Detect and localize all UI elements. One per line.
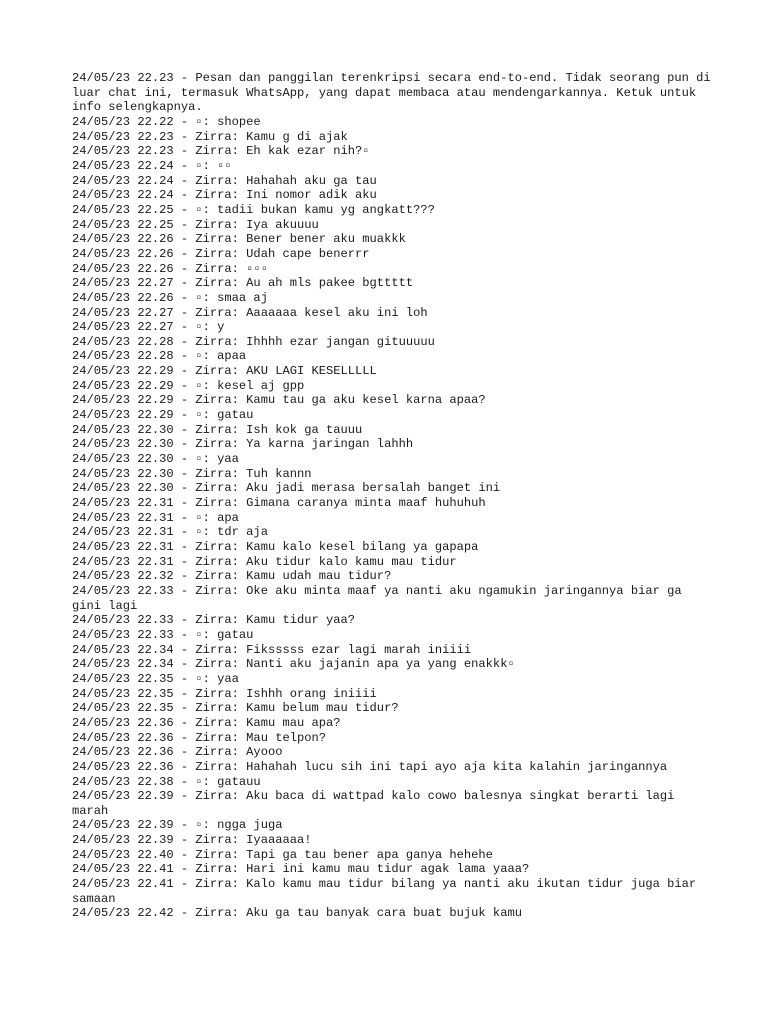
chat-line: 24/05/23 22.29 - Zirra: AKU LAGI KESELLLLL (72, 364, 377, 379)
chat-line: 24/05/23 22.22 - ▫: shopee (72, 114, 261, 129)
chat-line: 24/05/23 22.35 - Zirra: Ishhh orang iniiii (72, 686, 377, 701)
chat-line: 24/05/23 22.42 - Zirra: Aku ga tau banyak cara buat bujuk kamu (72, 906, 522, 921)
chat-log (72, 71, 718, 921)
chat-line: 24/05/23 22.36 - Zirra: Kamu mau apa? (72, 715, 341, 730)
chat-line: 24/05/23 22.38 - ▫: gatauu (72, 774, 261, 789)
chat-line: 24/05/23 22.31 - Zirra: Kamu kalo kesel bilang ya gapapa (72, 540, 479, 554)
chat-line: 24/05/23 22.36 - Zirra: Hahahah lucu sih ini tapi ayo aja kita kalahin jaringannya (72, 759, 668, 774)
chat-line: 24/05/23 22.26 - ▫: smaa aj (72, 290, 268, 305)
chat-line: 24/05/23 22.33 - Zirra: Oke aku minta maaf ya nanti aku ngamukin jaringannya biar ga gini lagi (72, 583, 689, 613)
chat-line: 24/05/23 22.26 - Zirra: Udah cape benerrr (72, 246, 370, 261)
chat-line: 24/05/23 22.30 - Zirra: Aku jadi merasa bersalah banget ini (72, 481, 501, 496)
chat-line: 24/05/23 22.40 - Zirra: Tapi ga tau bener apa ganya hehehe (72, 847, 493, 862)
chat-line: 24/05/23 22.41 - Zirra: Hari ini kamu mau tidur agak lama yaaa? (72, 862, 530, 877)
chat-line: 24/05/23 22.30 - ▫: yaa (72, 452, 239, 467)
chat-line: 24/05/23 22.27 - ▫: y (72, 320, 225, 335)
chat-export-document (72, 71, 718, 921)
chat-line: 24/05/23 22.29 - ▫: gatau (72, 408, 254, 423)
chat-line: 24/05/23 22.39 - ▫: ngga juga (72, 818, 283, 833)
chat-line: 24/05/23 22.24 - ▫: ▫▫ (72, 158, 232, 173)
chat-line: 24/05/23 22.36 - Zirra: Ayooo (72, 745, 283, 760)
chat-line: 24/05/23 22.29 - ▫: kesel aj gpp (72, 378, 305, 393)
chat-line: 24/05/23 22.24 - Zirra: Ini nomor adik aku (72, 188, 377, 203)
chat-line: 24/05/23 22.35 - Zirra: Kamu belum mau tidur? (72, 701, 399, 716)
chat-line: 24/05/23 22.23 - Zirra: Eh kak ezar nih?▫ (72, 144, 370, 159)
chat-line: 24/05/23 22.34 - Zirra: Fiksssss ezar lagi marah iniiii (72, 642, 472, 657)
chat-line: 24/05/23 22.27 - Zirra: Aaaaaaa kesel aku ini loh (72, 305, 428, 320)
chat-line: 24/05/23 22.28 - Zirra: Ihhhh ezar jangan gituuuuu (72, 334, 435, 349)
chat-line: 24/05/23 22.31 - Zirra: Aku tidur kalo kamu mau tidur (72, 554, 457, 569)
chat-line: 24/05/23 22.28 - ▫: apaa (72, 349, 247, 364)
chat-line: 24/05/23 22.23 - Pesan dan panggilan terenkripsi secara end-to-end. Tidak seorang pun di luar chat ini, termasuk WhatsApp, yang dapat membaca atau mendengarkannya. Ketuk untuk info selengkapnya. (72, 71, 718, 115)
chat-line: 24/05/23 22.29 - Zirra: Kamu tau ga aku kesel karna apaa? (72, 393, 486, 408)
chat-line: 24/05/23 22.32 - Zirra: Kamu udah mau tidur? (72, 569, 392, 584)
chat-line: 24/05/23 22.36 - Zirra: Mau telpon? (72, 730, 327, 745)
chat-line: 24/05/23 22.33 - Zirra: Kamu tidur yaa? (72, 613, 356, 628)
chat-line: 24/05/23 22.34 - Zirra: Nanti aku jajanin apa ya yang enakkk▫ (72, 657, 515, 672)
chat-line: 24/05/23 22.33 - ▫: gatau (72, 627, 254, 642)
chat-line: 24/05/23 22.24 - Zirra: Hahahah aku ga tau (72, 173, 377, 188)
chat-line: 24/05/23 22.31 - ▫: tdr aja (72, 525, 268, 540)
chat-line: 24/05/23 22.23 - Zirra: Kamu g di ajak (72, 129, 348, 144)
chat-line: 24/05/23 22.39 - Zirra: Iyaaaaaa! (72, 833, 312, 848)
chat-line: 24/05/23 22.26 - Zirra: ▫▫▫ (72, 261, 268, 276)
chat-line: 24/05/23 22.30 - Zirra: Tuh kannn (72, 466, 312, 481)
chat-line: 24/05/23 22.30 - Zirra: Ya karna jaringan lahhh (72, 437, 414, 452)
chat-line: 24/05/23 22.25 - Zirra: Iya akuuuu (72, 217, 319, 232)
chat-line: 24/05/23 22.30 - Zirra: Ish kok ga tauuu (72, 422, 363, 437)
chat-line: 24/05/23 22.41 - Zirra: Kalo kamu mau tidur bilang ya nanti aku ikutan tidur juga biar samaan (72, 877, 704, 906)
chat-line: 24/05/23 22.31 - Zirra: Gimana caranya minta maaf huhuhuh (72, 496, 486, 511)
chat-line: 24/05/23 22.25 - ▫: tadii bukan kamu yg angkatt??? (72, 202, 435, 217)
chat-line: 24/05/23 22.35 - ▫: yaa (72, 671, 239, 686)
chat-line: 24/05/23 22.31 - ▫: apa (72, 510, 239, 525)
chat-line: 24/05/23 22.39 - Zirra: Aku baca di wattpad kalo cowo balesnya singkat berarti lagi marah (72, 789, 682, 818)
chat-line: 24/05/23 22.26 - Zirra: Bener bener aku muakkk (72, 232, 406, 247)
chat-line: 24/05/23 22.27 - Zirra: Au ah mls pakee bgttttt (72, 276, 414, 291)
